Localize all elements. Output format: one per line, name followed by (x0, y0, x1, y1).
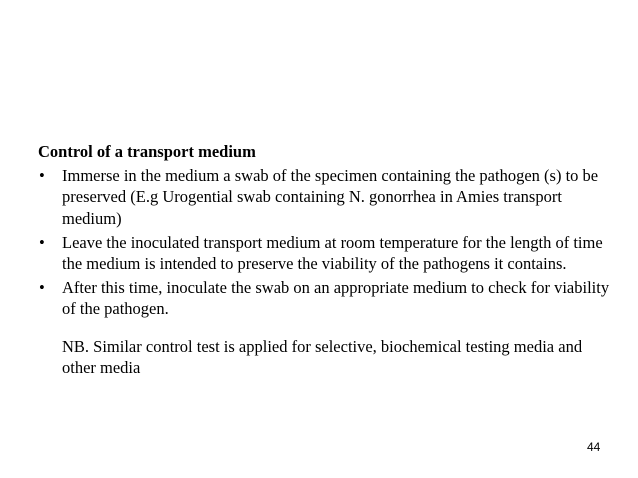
bullet-text: Leave the inoculated transport medium at room temperature for the length of time the medium is intended to preserve the viability of the pathogens it contains. (62, 232, 603, 274)
bullet-text: After this time, inoculate the swab on an appropriate medium to check for viability of the pathogen. (62, 278, 610, 319)
note-text: NB. Similar control test is applied for selective, biochemical testing media and other media (62, 336, 583, 377)
bullet-text: Immerse in the medium a swab of the specimen containing the pathogen (s) to be preserved (E.g Urogential swab containing N. gonorrhea in Amies transport medium) (62, 166, 599, 228)
bullet-list (38, 165, 613, 319)
slide-content (38, 141, 613, 378)
slide-heading: Control of a transport medium (38, 142, 256, 161)
bullet-item (38, 277, 613, 319)
bullet-marker: • (39, 166, 45, 186)
bullet-marker: • (39, 278, 45, 298)
bullet-marker: • (39, 232, 45, 252)
bullet-item (38, 232, 613, 274)
bullet-item (38, 165, 613, 229)
page-number: 44 (587, 440, 601, 454)
